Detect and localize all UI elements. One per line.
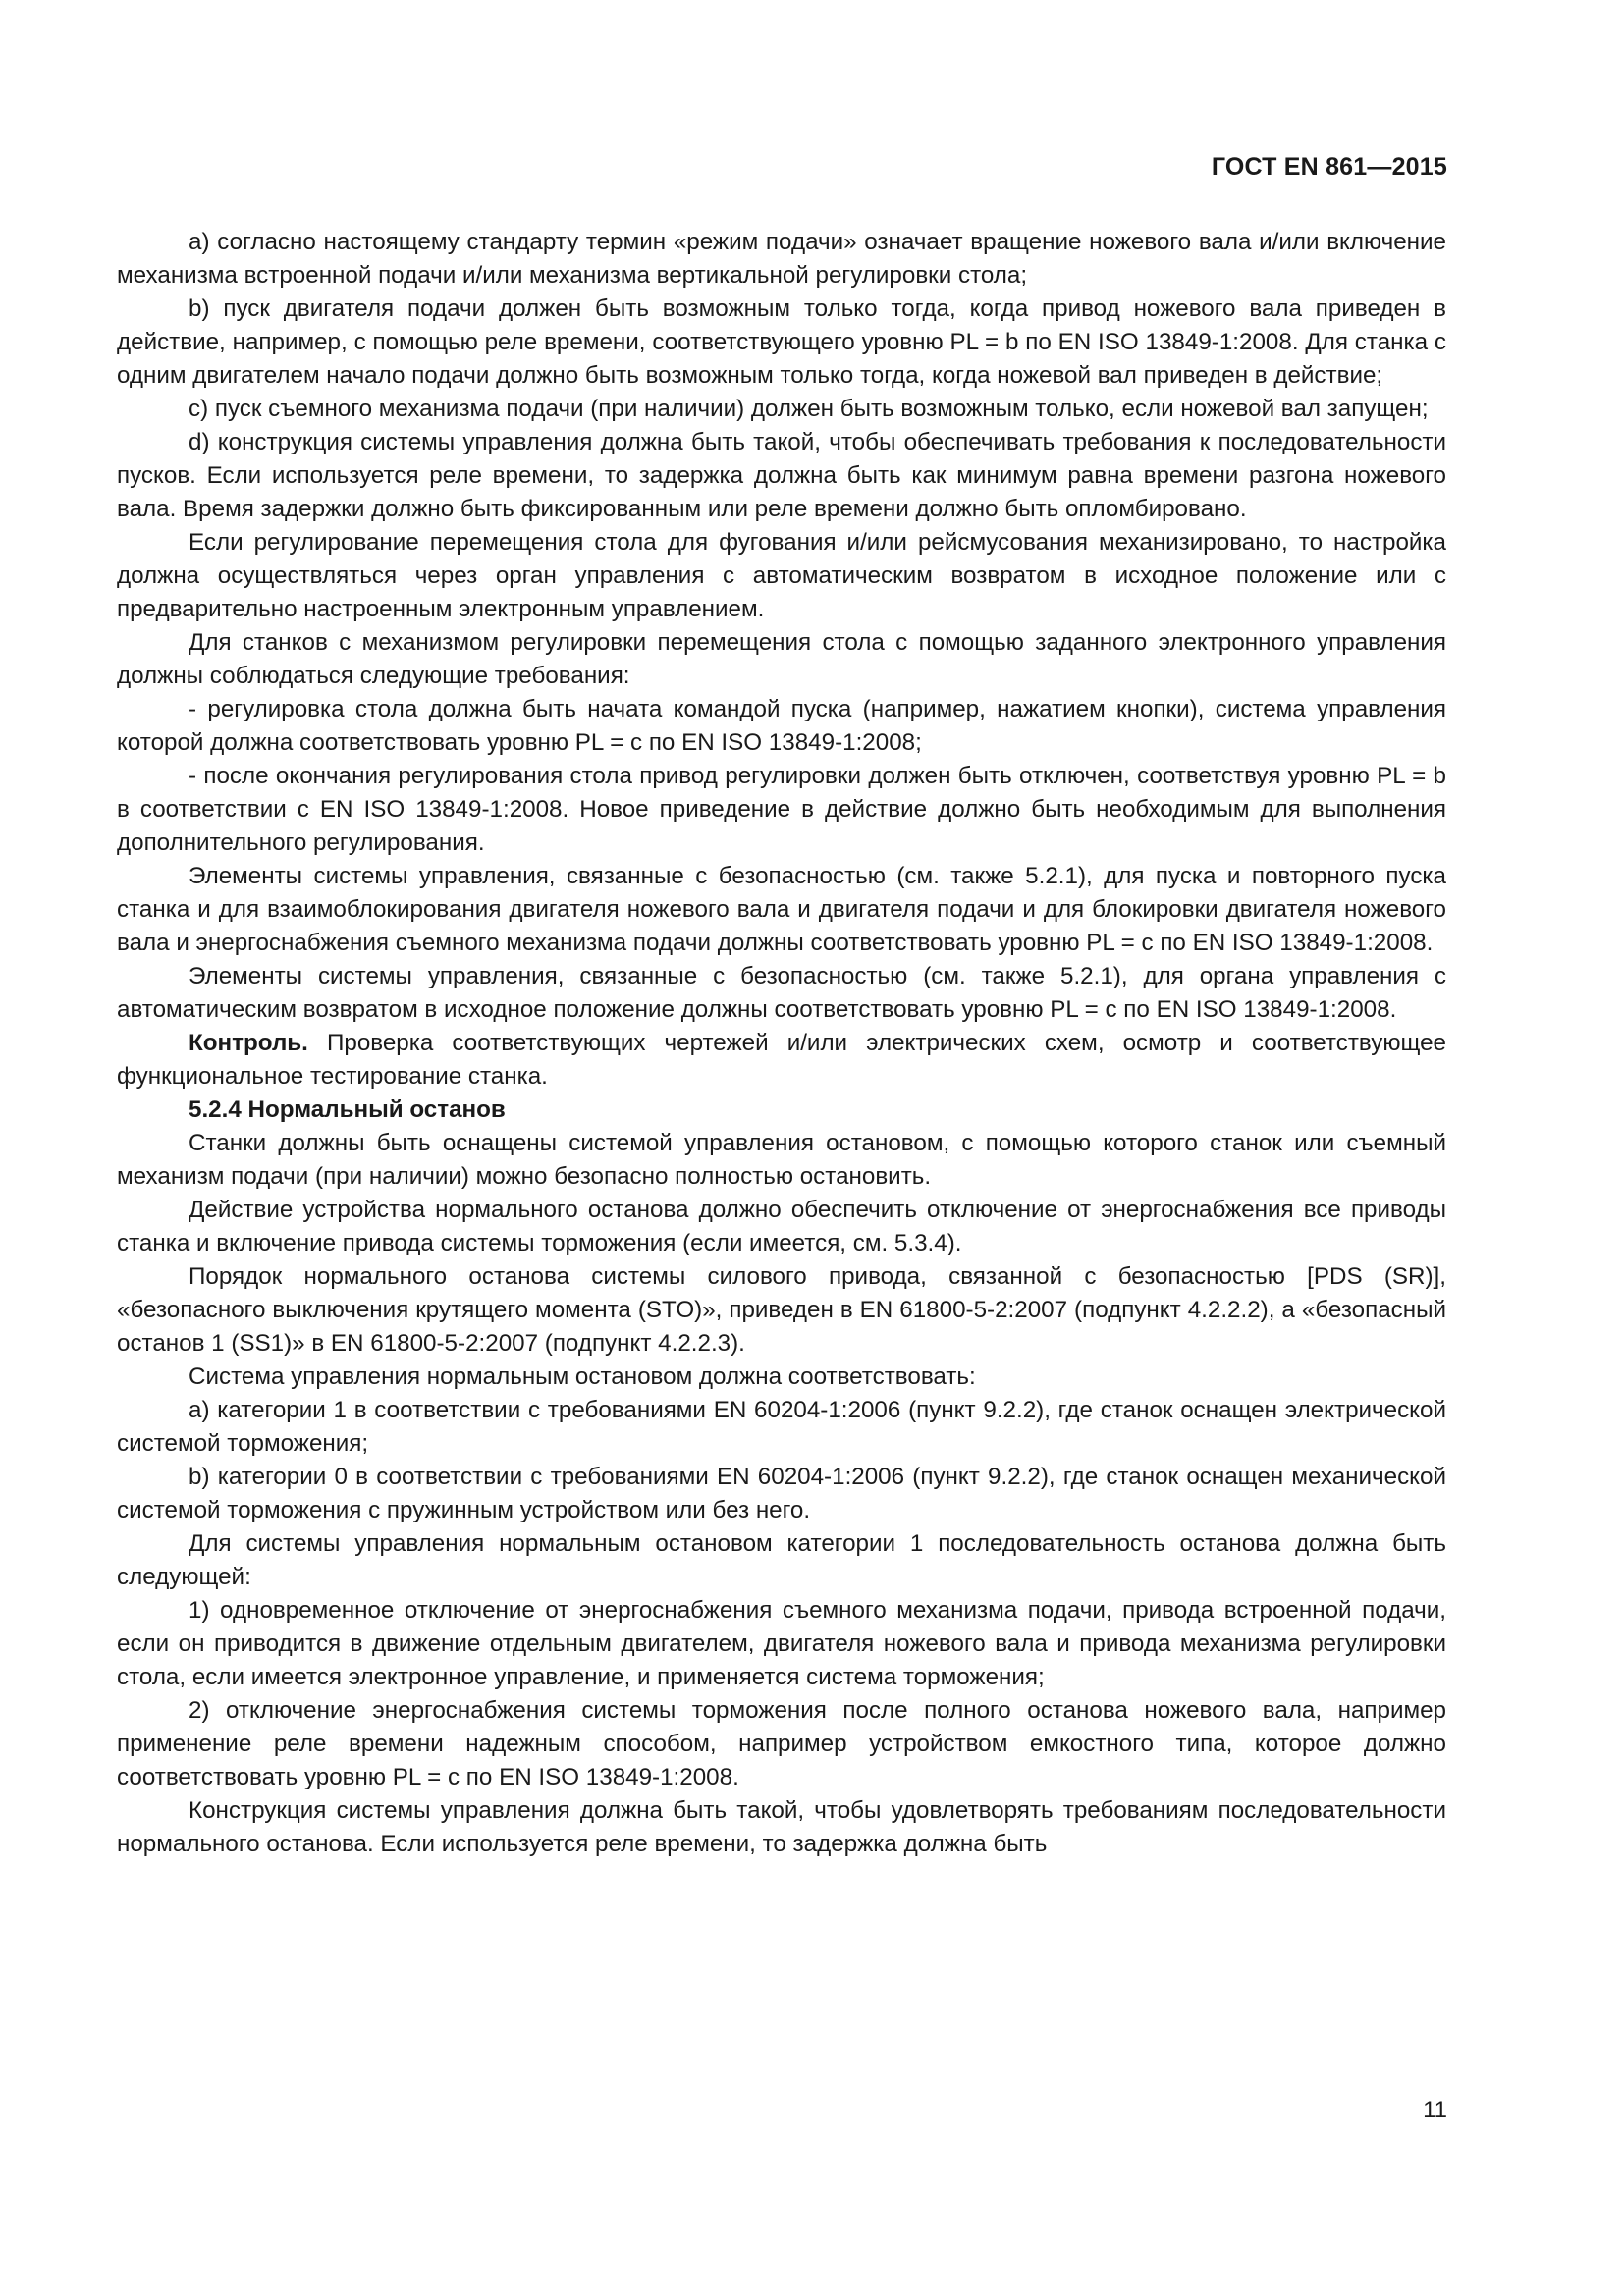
- section-paragraph-7: Для системы управления нормальным остановом категории 1 последовательность останова должна быть следующей:: [117, 1530, 1446, 1590]
- paragraph-item-d: d) конструкция системы управления должна быть такой, чтобы обеспечивать требования к последовательности пусков. Если используется реле времени, то задержка должна быть как минимум равна времени разгона ножевого вала. Время задержки должно быть фиксированным или реле времени должно быть опломбировано.: [117, 429, 1446, 522]
- paragraph-control: [117, 1027, 1446, 1094]
- section-paragraph-5: a) категории 1 в соответствии с требованиями EN 60204-1:2006 (пункт 9.2.2), где станок оснащен электрической системой торможения;: [117, 1397, 1446, 1457]
- page-number: 11: [1423, 2097, 1447, 2123]
- section-paragraph-6: b) категории 0 в соответствии с требованиями EN 60204-1:2006 (пункт 9.2.2), где станок оснащен механической системой торможения с пружинным устройством или без него.: [117, 1464, 1446, 1523]
- document-code: ГОСТ EN 861—2015: [1211, 153, 1447, 181]
- section-heading: 5.2.4 Нормальный останов: [189, 1096, 506, 1123]
- document-body: [117, 226, 1446, 1861]
- paragraph-dash-2: - после окончания регулирования стола привод регулировки должен быть отключен, соответствуя уровню PL = b в соответствии с EN ISO 13849-1:2008. Новое приведение в действие должно быть необходимым для выполнения дополнительного регулирования.: [117, 763, 1446, 856]
- section-paragraph-9: 2) отключение энергоснабжения системы торможения после полного останова ножевого вала, например применение реле времени надежным способом, например устройством емкостного типа, которое должно соответствовать уровню PL = c по EN ISO 13849-1:2008.: [117, 1697, 1446, 1790]
- paragraph-table-adjustment: Если регулирование перемещения стола для фугования и/или рейсмусования механизировано, то настройка должна осуществляться через орган управления с автоматическим возвратом в исходное положение или с предварительно настроенным электронным управлением.: [117, 529, 1446, 622]
- section-paragraph-2: Действие устройства нормального останова должно обеспечить отключение от энергоснабжения все приводы станка и включение привода системы торможения (если имеется, см. 5.3.4).: [117, 1197, 1446, 1256]
- section-paragraph-10: Конструкция системы управления должна быть такой, чтобы удовлетворять требованиям последовательности нормального останова. Если используется реле времени, то задержка должна быть: [117, 1797, 1446, 1857]
- section-paragraph-4: Система управления нормальным остановом должна соответствовать:: [189, 1363, 976, 1390]
- section-paragraph-3: Порядок нормального останова системы силового привода, связанной с безопасностью [PDS (SR)], «безопасного выключения крутящего момента (STO)», приведен в EN 61800-5-2:2007 (подпункт 4.2.2.2), а «безопасный останов 1 (SS1)» в EN 61800-5-2:2007 (подпункт 4.2.2.3).: [117, 1263, 1446, 1357]
- section-paragraph-8: 1) одновременное отключение от энергоснабжения съемного механизма подачи, привода встроенной подачи, если он приводится в движение отдельным двигателем, двигателя ножевого вала и привода механизма регулировки стола, если имеется электронное управление, и применяется система торможения;: [117, 1597, 1446, 1690]
- paragraph-dash-1: - регулировка стола должна быть начата командой пуска (например, нажатием кнопки), система управления которой должна соответствовать уровню PL = c по EN ISO 13849-1:2008;: [117, 696, 1446, 756]
- paragraph-item-b: b) пуск двигателя подачи должен быть возможным только тогда, когда привод ножевого вала приведен в действие, например, с помощью реле времени, соответствующего уровню PL = b по EN ISO 13849-1:2008. Для станка с одним двигателем начало подачи должно быть возможным только тогда, когда ножевой вал приведен в действие;: [117, 295, 1446, 389]
- paragraph-item-c: c) пуск съемного механизма подачи (при наличии) должен быть возможным только, если ножевой вал запущен;: [189, 396, 1429, 422]
- section-paragraph-1: Станки должны быть оснащены системой управления остановом, с помощью которого станок или съемный механизм подачи (при наличии) можно безопасно полностью остановить.: [117, 1130, 1446, 1190]
- control-text: Проверка соответствующих чертежей и/или электрических схем, осмотр и соответствующее функциональное тестирование станка.: [117, 1030, 1446, 1090]
- control-label: Контроль.: [189, 1030, 308, 1056]
- paragraph-item-a: a) согласно настоящему стандарту термин «режим подачи» означает вращение ножевого вала и/или включение механизма встроенной подачи и/или механизма вертикальной регулировки стола;: [117, 229, 1446, 289]
- paragraph-safety-elements-1: Элементы системы управления, связанные с безопасностью (см. также 5.2.1), для пуска и повторного пуска станка и для взаимоблокирования двигателя ножевого вала и двигателя подачи и для блокировки двигателя ножевого вала и энергоснабжения съемного механизма подачи должны соответствовать уровню PL = c по EN ISO 13849-1:2008.: [117, 863, 1446, 956]
- paragraph-electronic-control: Для станков с механизмом регулировки перемещения стола с помощью заданного электронного управления должны соблюдаться следующие требования:: [117, 629, 1446, 689]
- paragraph-safety-elements-2: Элементы системы управления, связанные с безопасностью (см. также 5.2.1), для органа управления с автоматическим возвратом в исходное положение должны соответствовать уровню PL = c по EN ISO 13849-1:2008.: [117, 963, 1446, 1023]
